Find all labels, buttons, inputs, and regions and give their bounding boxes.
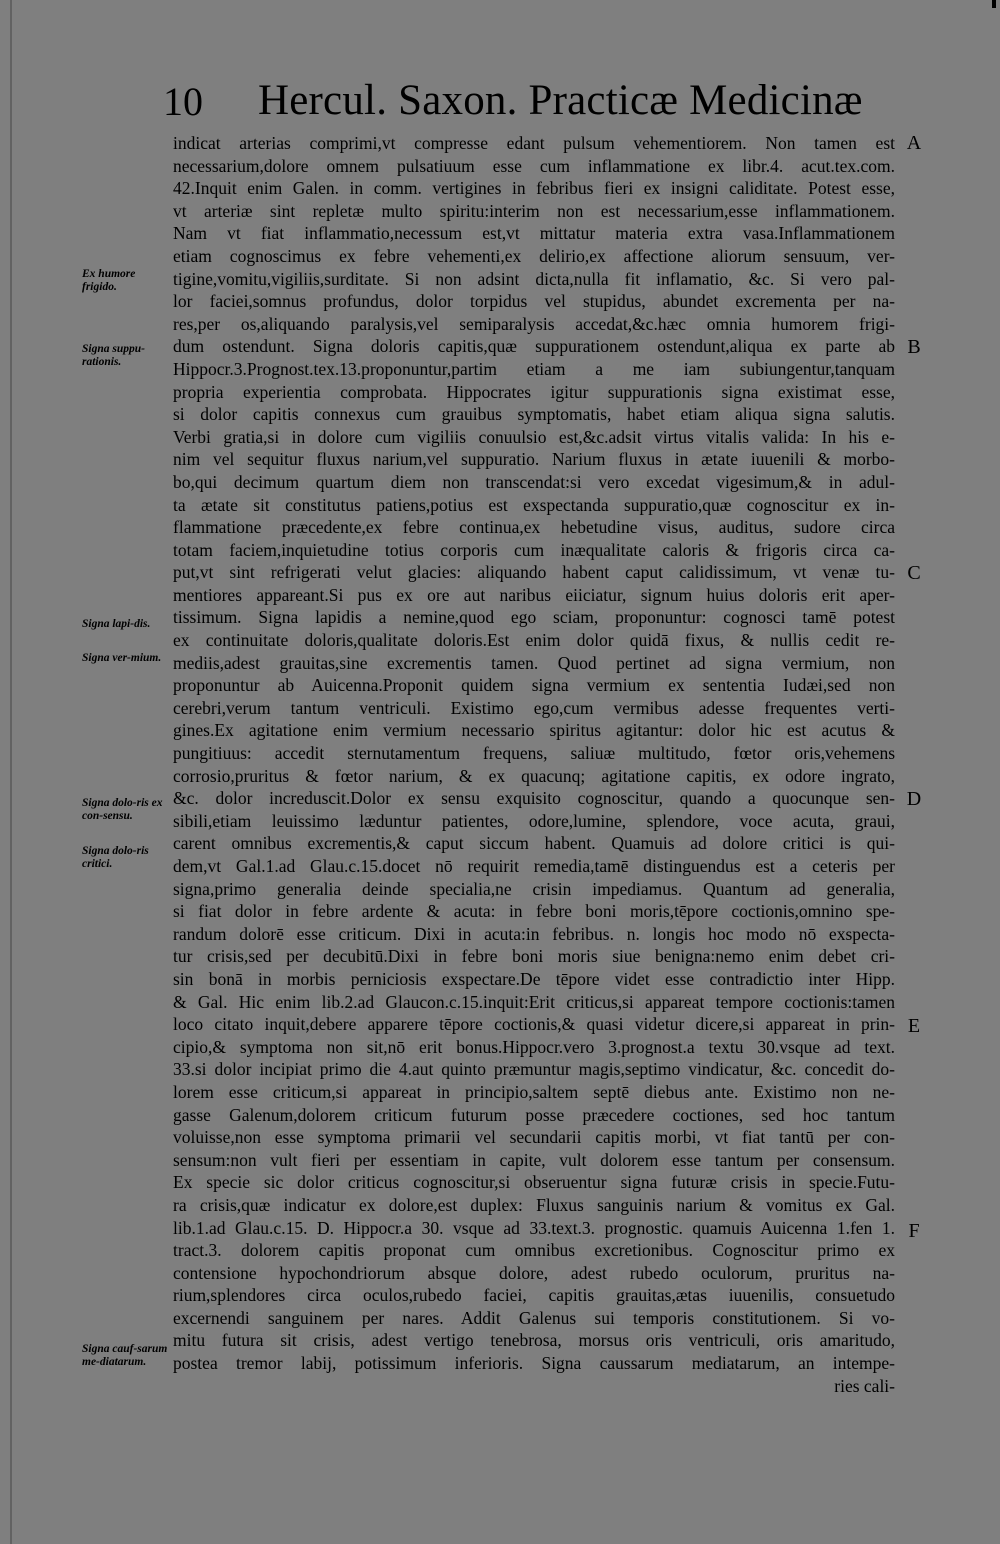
margin-note-consensu: Signa dolo-ris ex con-sensu. bbox=[82, 797, 163, 822]
section-letter-c: C bbox=[907, 562, 921, 584]
text-line: flammatione præcedente,ex febre continua,ex hebetudine visus, auditus, sudore circa bbox=[173, 517, 895, 538]
text-line: gines.Ex agitatione enim vermium necessario spiritus agitantur: dolor hic est acutus & bbox=[173, 720, 895, 741]
margin-note-vermium: Signa ver-mium. bbox=[82, 652, 162, 664]
margin-note-suppurationis: Signa suppu-rationis. bbox=[82, 343, 145, 368]
text-line: gasse Galenum,dolorem criticum futurum posse præcedere coctiones, sed hoc tantum bbox=[173, 1104, 895, 1125]
text-line: cerebri,verum tantum ventriculi. Existimo ego,cum vermibus adesse frequentes verti- bbox=[173, 697, 895, 718]
section-letter-b: B bbox=[907, 336, 921, 358]
text-line: mitu futura sit crisis, adest vertigo tenebrosa, morsus oris ventriculi, oris amaritudo, bbox=[173, 1330, 895, 1351]
corner-mark bbox=[992, 0, 996, 8]
page-edge-rule bbox=[10, 0, 12, 1544]
text-line: 42.Inquit enim Galen. in comm. vertigines in febribus fieri ex insigni caliditate. Potest esse, bbox=[173, 178, 895, 199]
text-line: loco citato inquit,debere apparere tēpore coctionis,& quasi videtur dicere,si appareat in prin- bbox=[173, 1014, 895, 1035]
text-line: lib.1.ad Glau.c.15. D. Hippocr.a 30. vsque ad 33.text.3. prognostic. quamuis Auicenna 1.fen 1. bbox=[173, 1217, 895, 1238]
text-line: proponuntur ab Auicenna.Proponit quidem signa vermium ex sententia Iudæi,sed non bbox=[173, 675, 895, 696]
text-line: Verbi gratia,si in dolore cum vigiliis conuulsio est,&c.adsit virtus vitalis valida: In his e- bbox=[173, 426, 895, 447]
text-line: mediis,adest grauitas,sine excrementis tamen. Quod pertinet ad signa vermium, non bbox=[173, 652, 895, 673]
text-line: &c. dolor increduscit.Dolor ex sensu exquisito cognoscitur, quando a quocunque sen- bbox=[173, 788, 895, 809]
text-line-catchword: ries cali- bbox=[834, 1375, 895, 1396]
text-line: ex continuitate doloris,qualitate doloris.Est enim dolor quidā fixus, & nullis cedit re- bbox=[173, 630, 895, 651]
text-line: randum dolorē esse criticum. Dixi in acuta:in febribus. n. longis hoc modo nō exspecta- bbox=[173, 923, 895, 944]
text-line: si fiat dolor in febre ardente & acuta: in febre boni moris,tēpore coctionis,omnino spe- bbox=[173, 901, 895, 922]
text-line: Hippocr.3.Prognost.tex.13.proponuntur,partim etiam a me iam subiungentur,tanquam bbox=[173, 358, 895, 379]
text-line: put,vt sint refrigerati velut glacies: aliquando habent caput calidissimum, vt venæ tu- bbox=[173, 562, 895, 583]
text-line: mentiores appareant.Si pus ex ore aut naribus eiiciatur, signum huius doloris erit aper- bbox=[173, 584, 895, 605]
running-head-title: Hercul. Saxon. Practicæ Medicinæ bbox=[258, 77, 863, 124]
text-line: propria experientia comprobata. Hippocrates igitur suppurationis signa existimat esse, bbox=[173, 381, 895, 402]
text-line: dum ostendunt. Signa doloris capitis,quæ suppurationem ostendunt,aliqua ex parte ab bbox=[173, 336, 895, 357]
text-line: Ex specie sic dolor criticus cognoscitur,si obseruentur signa futuræ crisis in specie.Futu- bbox=[173, 1172, 895, 1193]
main-text-block bbox=[173, 132, 895, 1397]
text-line: postea tremor labij, potissimum inferioris. Signa caussarum mediatarum, an intempe- bbox=[173, 1353, 895, 1374]
section-letter-e: E bbox=[907, 1015, 921, 1037]
margin-note-lapidis: Signa lapi-dis. bbox=[82, 618, 151, 630]
text-line: tract.3. dolorem capitis proponat cum omnibus excretionibus. Cognoscitur primo ex bbox=[173, 1240, 895, 1261]
text-line: Nam vt fiat inflammatio,necessum est,vt mittatur materia extra vasa.Inflammationem bbox=[173, 223, 895, 244]
text-line: vt arteriæ sint repletæ multo spiritu:interim non est necessarium,esse inflammationem. bbox=[173, 200, 895, 221]
text-line: etiam cognoscimus ex febre vehementi,ex delirio,ex affectione aliorum sensuum, ver- bbox=[173, 245, 895, 266]
margin-note-humore-frigido: Ex humore frigido. bbox=[82, 268, 136, 293]
text-line: si dolor capitis connexus cum grauibus symptomatis, habet etiam aliqua signa salutis. bbox=[173, 404, 895, 425]
text-line: sin bonā in morbis perniciosis exspectare.De tēpore videt esse contradictio inter Hipp. bbox=[173, 968, 895, 989]
text-line: rium,splendores circa oculos,rubedo faciei, capitis grauitas,ætas iuuenilis, consuetudo bbox=[173, 1285, 895, 1306]
text-line: ta ætate sit constitutus patiens,potius est exspectanda suppuratio,quæ cognoscitur ex in- bbox=[173, 494, 895, 515]
text-line: nim vel sequitur fluxus narium,vel suppuratio. Narium fluxus in ætate iuuenili & morbo- bbox=[173, 449, 895, 470]
text-line: cipio,& symptoma non sit,nō erit bonus.Hippocr.vero 3.prognost.a textu 30.vsque ad text. bbox=[173, 1036, 895, 1057]
text-line: carent omnibus excrementis,& caput siccum habent. Quamuis ad dolore critici is qui- bbox=[173, 833, 895, 854]
text-line: res,per os,aliquando paralysis,vel semiparalysis accedat,&c.hæc omnia humorem frigi- bbox=[173, 313, 895, 334]
section-letter-f: F bbox=[908, 1220, 920, 1242]
text-line: contensione hypochondriorum absque dolore, adest rubedo oculorum, pruritus na- bbox=[173, 1262, 895, 1283]
text-line: & Gal. Hic enim lib.2.ad Glaucon.c.15.inquit:Erit criticus,si appareat tempore coctionis:tamen bbox=[173, 991, 895, 1012]
text-line: tur crisis,sed per decubitū.Dixi in febre boni moris siue benigna:nemo enim debet cri- bbox=[173, 946, 895, 967]
text-line: lor faciei,somnus profundus, dolor torpidus vel stupidus, abundet excrementa per na- bbox=[173, 291, 895, 312]
page-number: 10 bbox=[163, 79, 203, 124]
text-line: voluisse,non esse symptoma primarii vel secundarii capitis morbi, vt fiat tantū per con- bbox=[173, 1127, 895, 1148]
text-line: pungitiuus: accedit sternutamentum frequens, saliuæ multitudo, fœtor oris,vehemens bbox=[173, 743, 895, 764]
text-line: necessarium,dolore omnem pulsatiuum esse cum inflammatione ex libr.4. acut.tex.com. bbox=[173, 155, 895, 176]
section-letter-d: D bbox=[906, 788, 922, 810]
text-line: indicat arterias comprimi,vt compresse edant pulsum vehementiorem. Non tamen est bbox=[173, 133, 895, 153]
text-line: sibili,etiam leuissimo læduntur patientes, odore,lumine, splendore, voce acuta, graui, bbox=[173, 810, 895, 831]
margin-note-mediatarum: Signa cauf-sarum me-diatarum. bbox=[82, 1343, 168, 1368]
text-line: lorem esse criticum,si appareat in principio,saltem septē diebus ante. Existimo non ne- bbox=[173, 1081, 895, 1102]
text-line: dem,vt Gal.1.ad Glau.c.15.docet nō requirit remedia,tamē distinguendus est a ceteris per bbox=[173, 856, 895, 876]
text-line: totam faciem,inquietudine totius corporis cum inæqualitate caloris & frigoris circa ca- bbox=[173, 539, 895, 560]
text-line: signa,primo generalia deinde specialia,ne crisin impediamus. Quantum ad generalia, bbox=[173, 878, 895, 899]
text-line: tissimum. Signa lapidis a nemine,quod ego sciam, proponuntur: cognosci tamē potest bbox=[173, 607, 895, 628]
text-line: sensum:non vult fieri per essentiam in capite, vult dolorem esse tantum per consensum. bbox=[173, 1149, 895, 1170]
section-letter-a: A bbox=[906, 132, 922, 154]
text-line: corrosio,pruritus & fœtor narium, & ex quacunq; agitatione capitis, ex odore ingrato, bbox=[173, 765, 895, 786]
text-line: bo,qui decimum quartum diem non transcendat:si vero excedat vigesimum,& in adul- bbox=[173, 471, 895, 492]
text-line: ra crisis,quæ indicatur ex dolore,est duplex: Fluxus sanguinis narium & vomitus ex Gal. bbox=[173, 1194, 895, 1215]
text-line: tigine,vomitu,vigiliis,surditate. Si non adsint dicta,nulla fit inflamatio, &c. Si vero pal- bbox=[173, 268, 895, 289]
text-line: excernendi sanguinem per nares. Addit Galenus sui temporis constitutionem. Si vo- bbox=[173, 1307, 895, 1328]
margin-note-critici: Signa dolo-ris critici. bbox=[82, 845, 149, 870]
text-line: 33.si dolor incipiat primo die 4.aut quinto præmuntur magis,septimo vindicatur, &c. concedit do- bbox=[173, 1059, 895, 1080]
